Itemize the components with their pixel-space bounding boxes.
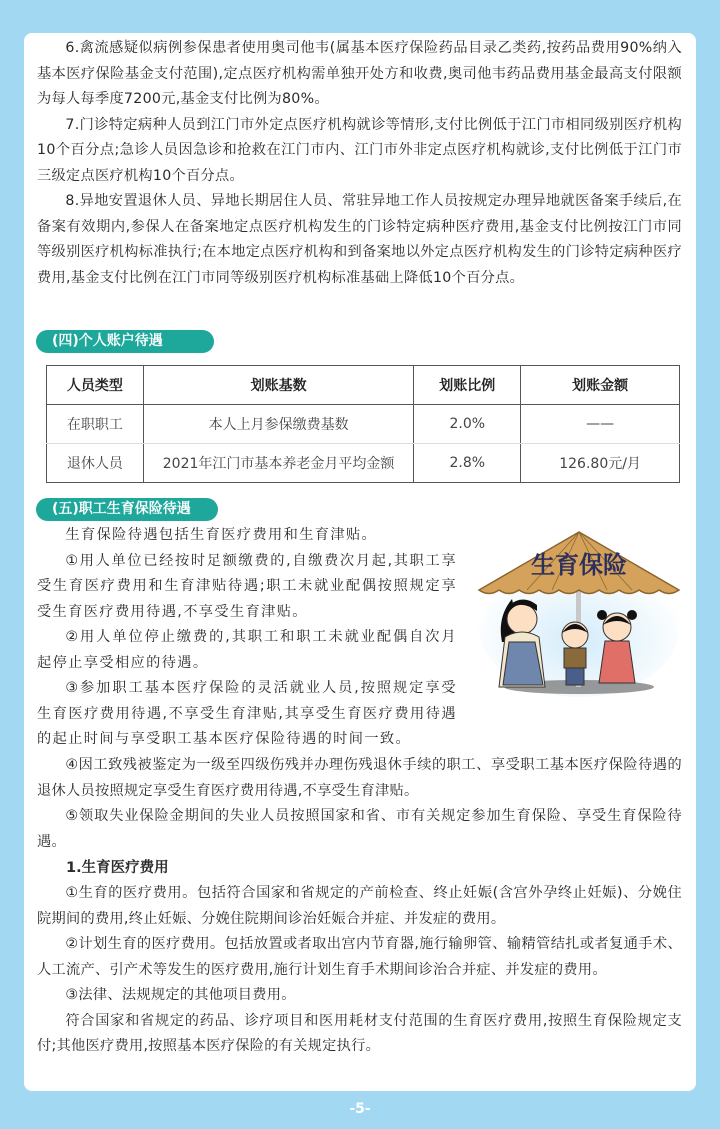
maternity-item-1: ①用人单位已经按时足额缴费的,自缴费次月起,其职工享受生育医疗费用和生育津贴待遇;职工未就业配偶按照规定享受生育医疗费用待遇,不享受生育津贴。 [37, 552, 457, 620]
top-paragraphs [37, 36, 682, 291]
medical-cost-note: 符合国家和省规定的药品、诊疗项目和医用耗材支付范围的生育医疗费用,按照生育保险规定支付;其他医疗费用,按照基本医疗保险的有关规定执行。 [37, 1012, 682, 1054]
page-number: -5- [349, 1101, 371, 1117]
maternity-item-5: ⑤领取失业保险金期间的失业人员按照国家和省、市有关规定参加生育保险、享受生育保险待遇。 [37, 808, 682, 850]
cell-person-type: 退休人员 [47, 444, 144, 483]
section-5-intro: 生育保险待遇包括生育医疗费用和生育津贴。 [65, 527, 378, 543]
maternity-item-4: ④因工致残被鉴定为一级至四级伤残并办理伤残退休手续的职工、享受职工基本医疗保险待遇的退休人员按照规定享受生育医疗费用待遇,不享受生育津贴。 [37, 757, 682, 799]
table-header-row [47, 366, 680, 405]
medical-cost-item-3: ③法律、法规规定的其他项目费用。 [65, 987, 296, 1003]
header-ratio: 划账比例 [414, 366, 521, 405]
cell-base: 2021年江门市基本养老金月平均金额 [143, 444, 414, 483]
cell-ratio: 2.8% [414, 444, 521, 483]
cell-ratio: 2.0% [414, 405, 521, 444]
header-base: 划账基数 [143, 366, 414, 405]
medical-cost-item-2: ②计划生育的医疗费用。包括放置或者取出宫内节育器,施行输卵管、输精管结扎或者复通手术、人工流产、引产术等发生的医疗费用,施行计划生育手术期间诊治合并症、并发症的费用。 [37, 936, 682, 978]
section-5-intro-block [37, 523, 457, 753]
content-card [24, 33, 696, 1091]
maternity-item-3: ③参加职工基本医疗保险的灵活就业人员,按照规定享受生育医疗费用待遇,不享受生育津贴,其享受生育医疗费用待遇的起止时间与享受职工基本医疗保险待遇的时间一致。 [37, 680, 457, 747]
paragraph-7: 7.门诊特定病种人员到江门市外定点医疗机构就诊等情形,支付比例低于江门市相同级别医疗机构10个百分点;急诊人员因急诊和抢救在江门市内、江门市外非定点医疗机构就诊,支付比例低于江门市三级定点医疗机构10个百分点。 [37, 116, 682, 184]
personal-account-table [46, 365, 680, 483]
paragraph-8: 8.异地安置退休人员、异地长期居住人员、常驻异地工作人员按规定办理异地就医备案手续后,在备案有效期内,参保人在备案地定点医疗机构发生的门诊特定病种医疗费用,基金支付比例按江门市同等级别医疗机构标准执行;在本地定点医疗机构和到备案地以外定点医疗机构发生的门诊特定病种医疗费用,基金支付比例在江门市同等级别医疗机构标准基础上降低10个百分点。 [37, 193, 682, 286]
medical-cost-item-1: ①生育的医疗费用。包括符合国家和省规定的产前检查、终止妊娠(含宫外孕终止妊娠)、分娩住院期间的费用,终止妊娠、分娩住院期间诊治妊娠合并症、并发症的费用。 [37, 885, 682, 927]
umbrella-icon [467, 527, 685, 697]
header-person-type: 人员类型 [47, 366, 144, 405]
maternity-item-2: ②用人单位停止缴费的,其职工和职工未就业配偶自次月起停止享受相应的待遇。 [37, 629, 457, 671]
header-amount: 划账金额 [521, 366, 680, 405]
cell-amount: 126.80元/月 [521, 444, 680, 483]
cell-base: 本人上月参保缴费基数 [143, 405, 414, 444]
cell-person-type: 在职职工 [47, 405, 144, 444]
paragraph-6: 6.禽流感疑似病例参保患者使用奥司他韦(属基本医疗保险药品目录乙类药,按药品费用90%纳入基本医疗保险基金支付范围),定点医疗机构需单独开处方和收费,奥司他韦药品费用基金最高支付限额为每人每季度7200元,基金支付比例为80%。 [37, 40, 682, 107]
svg-text:生育保险: 生育保险 [531, 551, 627, 579]
cell-amount: —— [521, 405, 680, 444]
section-4-heading: (四)个人账户待遇 [36, 330, 214, 353]
table-row [47, 444, 680, 483]
subsection-1-heading: 1.生育医疗费用 [66, 860, 169, 876]
family-umbrella-illustration [467, 527, 685, 697]
section-5-heading: (五)职工生育保险待遇 [36, 498, 218, 521]
table-row [47, 405, 680, 444]
section-5-continued [37, 753, 682, 1060]
